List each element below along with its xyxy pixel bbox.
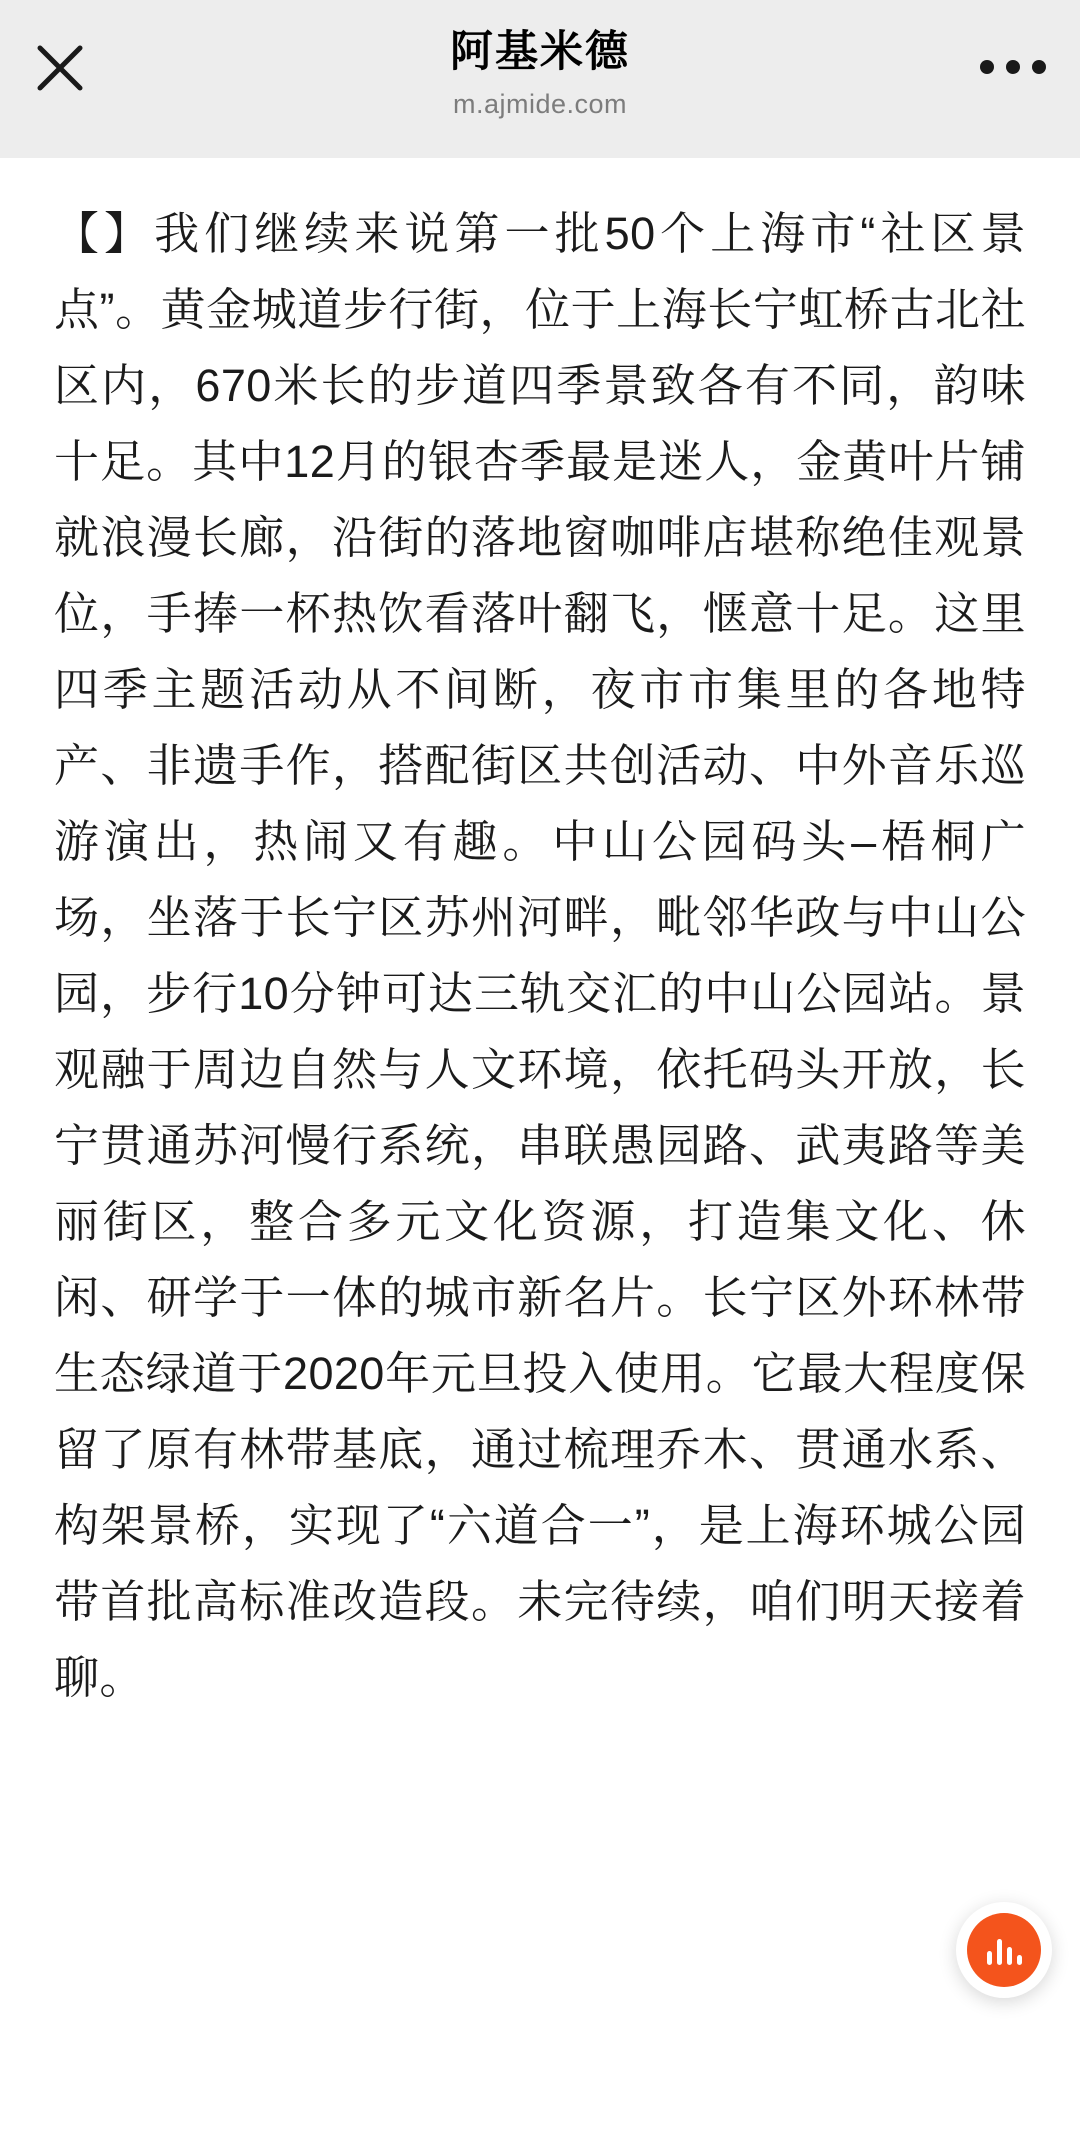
floating-player-wrap [940, 1888, 1080, 1998]
page-title: 阿基米德 [450, 28, 630, 76]
page-url: m.ajmide.com [452, 89, 628, 119]
article-container [0, 158, 1080, 1716]
more-dot [980, 60, 994, 74]
more-options-icon[interactable] [980, 52, 1046, 82]
more-dot [1006, 60, 1020, 74]
close-icon[interactable] [32, 40, 88, 96]
browser-top-bar [0, 0, 1080, 158]
article-body: 【】我们继续来说第一批50个上海市“社区景点”。黄金城道步行街，位于上海长宁虹桥古北社区内，670米长的步道四季景致各有不同，韵味十足。其中12月的银杏季最是迷人，金黄叶片铺就浪漫长廊，沿街的落地窗咖啡店堪称绝佳观景位，手捧一杯热饮看落叶翻飞，惬意十足。这里四季主题活动从不间断，夜市市集里的各地特产、非遗手作，搭配街区共创活动、中外音乐巡游演出，热闹又有趣。中山公园码头–梧桐广场，坐落于长宁区苏州河畔，毗邻华政与中山公园，步行10分钟可达三轨交汇的中山公园站。景观融于周边自然与人文环境，依托码头开放，长宁贯通苏河慢行系统，串联愚园路、武夷路等美丽街区，整合多元文化资源，打造集文化、休闲、研学于一体的城市新名片。长宁区外环林带生态绿道于2020年元旦投入使用。它最大程度保留了原有林带基底，通过梳理乔木、贯通水系、构架景桥，实现了“六道合一”，是上海环城公园带首批高标准改造段。未完待续，咱们明天接着聊。 [54, 208, 1026, 1703]
audio-player-button[interactable] [956, 1902, 1052, 1998]
audio-player-tail [1013, 1913, 1039, 1941]
page-title-block [0, 26, 1080, 120]
sound-wave-icon [987, 1935, 1022, 1965]
more-dot [1032, 60, 1046, 74]
audio-player-icon [967, 1913, 1041, 1987]
